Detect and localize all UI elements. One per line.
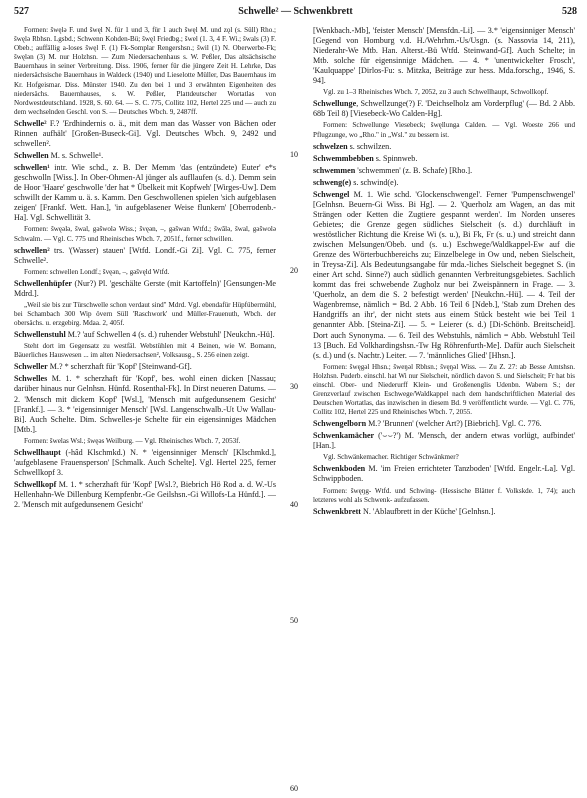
annotation-paragraph	[313, 121, 575, 139]
entry-headword: Schwenkamächer	[313, 431, 375, 441]
line-number-gutter	[278, 26, 310, 794]
dictionary-entry	[14, 374, 276, 434]
entry-text: M.? 'Brunnen' (welcher Art?) [Biebrich]. Vgl. C. 776.	[366, 419, 542, 429]
annotation-paragraph	[313, 453, 575, 462]
entry-text: N. 'Ablaufbrett in der Küche' [Gelnhsn.].	[360, 506, 496, 516]
entry-text: (Nur?) Pl. 'geschälte Gerste (mit Kartoffeln)' [Gensungen-Me Mdrd.].	[14, 278, 276, 298]
annotation-paragraph	[14, 342, 276, 360]
dictionary-entry	[14, 330, 276, 340]
entry-text: M.? 'auf Schwellen 4 (s. d.) ruhender Webstuhl' [Neukchn.-Hü].	[65, 330, 275, 340]
annotation-paragraph	[313, 88, 575, 97]
entry-text: Formen: šwęgəl Hhsn.; šweŋəl Rbhsn.; švęŋəl Wiss. — Zu Z. 27: ab Besse Amtshsn. Holzhsn. Puderb. einschl. hat Wi nur Sielscheit, nördlich davon S. und Sielscheit; Fr hat bis einschl. Ober- und Niederurff Klein- und Großenenglis Udenbn. Wabern S.; der Grenzverlauf zwischen Eschwege/Waldkappel nach dem handschriftlichen Material des Deutschen Wortatlas, das inzwischen in diesem Bd. 9 veröffentlicht wurde. — Vgl. C. 776, Collitz 102, Hertel 225 und Rheinisches Wbch. 7, 2055.	[313, 362, 575, 417]
annotation-paragraph	[14, 225, 276, 243]
dictionary-entry	[313, 431, 575, 451]
entry-headword: Schwengelborn	[313, 419, 367, 429]
dictionary-entry	[313, 464, 575, 484]
dictionary-entry	[14, 151, 276, 161]
margin-line-number: 40	[290, 500, 298, 509]
margin-line-number: 50	[290, 616, 298, 625]
entry-text: M. 1. * scherzhaft für 'Kopf', bes. wohl einen dicken [Nassau; darüber hinaus nur Gelnhsn. Hünfd. Rosenthal-Fk]. In Dirst neueren Datums. — 2. 'Mensch mit dickem Kopf' [Wsl.], 'Mensch mit aufgedunsenem Gesicht' [Frankf.]. — 3. * 'eigensinniger Mensch' [Wsl. Langenschwalb.-Ut Uw Wallau-Bi]. Auch Schelte. Dim. Schwelles-je Schelte für ein eigensinniges Mädchen [Mtb.].	[14, 374, 276, 434]
entry-headword: Schweller	[14, 362, 48, 372]
entry-text: s. Spinnweb.	[373, 153, 418, 163]
dictionary-entry	[313, 178, 575, 188]
entry-text: M. s. Schwelle¹.	[48, 151, 104, 161]
entry-headword: Schwemmbebben	[313, 153, 374, 163]
entry-text: M.? * scherzhaft für 'Kopf' [Steinwand-Gf].	[47, 362, 192, 372]
entry-headword: Schwenkboden	[313, 464, 366, 474]
dictionary-entry	[313, 507, 575, 517]
dictionary-entry	[313, 154, 575, 164]
entry-text: Formen: schwellen Londf.; švęən, –, gəšvęld Wtfd.	[24, 267, 170, 276]
running-title: Schwelle² — Schwenkbrett	[238, 6, 353, 17]
entry-text: s. schwilzen.	[347, 141, 392, 151]
entry-headword: Schwellunge	[313, 99, 357, 109]
dictionary-entry	[313, 190, 575, 361]
entry-headword: Schwellenhüpfer	[14, 278, 73, 288]
entry-text: Steht dort im Gegensatz zu westfäl. Webstühlen mit 4 Beinen, wie W. Bomann, Bäuerliches Hauswesen ... im alten Niedersachsen², Volksausg., S. 256 einen zeigt.	[14, 342, 276, 360]
entry-text: trs. '(Wasser) stauen' [Wtfd. Londf.-Gi Zi]. Vgl. C. 775, ferner Schwelle².	[14, 245, 276, 265]
entry-text: Vgl. zu 1–3 Rheinisches Wbch. 7, 2052, zu 3 auch Schwellhaupt, Schwollkopf.	[323, 88, 549, 97]
entry-text: s. schwind(e).	[351, 177, 399, 187]
dictionary-entry	[313, 419, 575, 429]
entry-text: intr. Wie schd., z. B. Der Memm 'das (entzündete) Euter' e*s geschwolln [Wiss.]. In Ober-Ohmen-Al jünger als aufllaufen (s. d.). Demm sein de Hoor 'Haare' geschwolle 'der hat * Übelkeit mit Kopfweh' [Wirges-Uw]. Dem schwillt der Kamm u. ä. s. Kamm. Den Geschwollenen spielen 'sich aufgeblasen zeigen' [Frankf. Wett. Han.], 'in aufgeblasener Weise flunkern' [Oberrodenb.-Ha]. Vgl. Schwellität 3.	[14, 163, 276, 223]
entry-text: Formen: šwęlə F. und šwęl N. für 1 und 3, für 1 auch šwęl M. und zǫl (s. Süll) Rho.; šwęlə Rbhsn. Lgsbd.; Schwenn Kohden-Bü; šwęl Friedbg.; šwel (1. 3, 4 F. Wi.; šwals (3) F. Obeb.; auffällig a-loses šwęl F. (1) Fk-Somplar Rengershsn.; šwil (1) N. Oberwerbe-Fk; šwęlən (3) M. nur Holzhsn. — Zum Niedersachenhaus s. W. Peßler, Das altsächsische Bauernhaus in seiner Verbreitung. Diss. 1906, ferner für die jüngere Zeit H. Lehrke, Das niedersächsische Bauernhaus in Waldeck (1940) und Lieselotte Müller, Das Bauernhaus im Kr. Hofgeismar. Diss. Münster 1940. Zu den bei 1 und 3 erwähnten Eigenheiten des niedersächs. Bauernhauses, s. W. Peßler, Plattdeutscher Wortatlas von Nordwestdeutschland. 1928, S. 60. 64. — S. C. 775, Collitz 102, Hertel 225 und — auch zu dem wechselnden Geschl. von S. — Deutsches Wbch. 9, 2487ff.	[14, 26, 276, 116]
entry-text: ('⌣⌣?') M. 'Mensch, der andern etwas vorlügt, aufbindet' [Han.].	[313, 431, 575, 451]
entry-headword: schwellen²	[14, 245, 50, 255]
annotation-paragraph	[313, 487, 575, 505]
entry-text: M. 1. * scherzhaft für 'Kopf' [Wsl.?, Biebrich Hö Rod a. d. W.-Us Hellenhahn-We Dillenburg Kempfenbr.-Ge Geilshsn.-Gi Willofs-La Hünfd.]. — 2. 'Mensch mit aufgedunsenem Gesicht'	[14, 479, 276, 510]
entry-text: (-hâd Klschmkd.) N. * 'eigensinniger Mensch' [Klschmkd.], 'aufgeblasene Frauensperson' [Schmalk. Auch Schelte]. Vgl. Hertel 225, ferner Schwellkopf 3.	[14, 447, 276, 477]
entry-headword: Schwellhaupt	[14, 447, 61, 457]
entry-headword: Schwenkbrett	[313, 506, 361, 516]
entry-text: Formen: Schwellunge Viesebeck; šwęllunga Calden. — Vgl. Woeste 266 und Pflugzunge, wo „Rho." in „Wsl." zu bessern ist.	[313, 121, 575, 139]
dictionary-entry	[14, 119, 276, 149]
dictionary-entry	[14, 279, 276, 299]
dictionary-entry	[14, 163, 276, 223]
page-number-left: 527	[14, 6, 29, 17]
entry-text: Formen: šwęələ, šwal, gəšwolə Wiss.; švęən, –, gəšwan Wtfd.; šwālə, šwal, gəšwolə Schwalm. — Vgl. C. 775 und Rheinisches Wbch. 7, 2051f., ferner schwillen.	[14, 225, 276, 243]
entry-headword: Schwellen	[14, 151, 49, 161]
entry-headword: Schwelles	[14, 374, 48, 384]
entry-headword: schwemmen	[313, 165, 356, 175]
entry-headword: Schwellenstuhl	[14, 330, 66, 340]
entry-headword: Schwellkopf	[14, 479, 57, 489]
entry-text: F.? 'Erdhindernis o. ä., mit dem man das Wasser von Bächen oder Rinnen aufhält' [Großen-Buseck-Gi]. Vgl. Deutsches Wbch. 9, 2492 und schwellen².	[14, 118, 276, 149]
annotation-paragraph	[14, 437, 276, 446]
dictionary-entry	[14, 480, 276, 510]
left-column	[14, 26, 276, 794]
entry-headword: schweng(e)	[313, 177, 352, 187]
annotation-paragraph	[14, 26, 276, 117]
dictionary-entry	[14, 246, 276, 266]
entry-text: , Schwellzunge(?) F. 'Deichselholz am Vorderpflug' (— Bd. 2 Abb. 68b Teil 8) [Viesebeck-Wo Calden-Hg].	[313, 99, 575, 119]
entry-headword: Schwengel	[313, 189, 350, 199]
entry-headword: schwelzen	[313, 141, 348, 151]
dictionary-entry	[313, 99, 575, 119]
dictionary-entry	[14, 362, 276, 372]
right-column	[313, 26, 575, 794]
entry-text: Vgl. Schwänkemacher. Richtiger Schwänkmer?	[323, 453, 459, 462]
dictionary-entry	[313, 166, 575, 176]
entry-text: 'schwemmen' (z. B. Schafe) [Rho.].	[355, 165, 473, 175]
entry-text: „Weil sie bis zur Türschwelle schon verdaut sind" Mdrd. Vgl. ebendafür Hüpfübermühl, bei Schambach 300 Wip övern Süll 'Raschwork' und Müller-Frauenuth, Wbch. der obersächs. u. erzgebirg. Mdaa. 2, 405f.	[14, 300, 276, 328]
annotation-paragraph	[14, 301, 276, 328]
entry-headword: schwellen¹	[14, 163, 50, 173]
margin-line-number: 10	[290, 150, 298, 159]
dictionary-entry	[313, 142, 575, 152]
entry-text: M. 1. Wie schd. 'Glockenschwengel'. Ferner 'Pumpenschwengel' [Gelnhsn. Beuern-Gi Wiss. Bi Hg]. — 2. 'Querholz am Wagen, an das mit Strängen oder Ketten die Zugtiere gespannt werden'. Im Norden unseres Gebietes; die Grenze gegen südliches Sielscheit (s. d.) durchläuft in westöstlicher Richtung die Kreise Wi (s. u.), Bi Fk, Fr (s. u.) und streicht dann zwischen Melsungen/Obeb. und (s. u.) Eschwege/Waldkappel-Ew auf die Grenze des Wörterbuchbereichs zu; Einzelbelege in Ow und, neben Sielscheit, in Treysa-Zi]. Als Bedeutungsangabe für mda.-liches Sielscheit begegnet S. (in einer Art schd. Sinne?) auch südlich genannten Verbreitungsgebietes. Sachlich kommt das frei schwebende Zugholz nur bei Zweispännern in Frage. — 3. 'Querholz, an dem die S. 2 befestigt werden' [Neukchn.-Hü]. — 4. Teil der Wagenbremse, nämlich = Bd. 2 Abb. 16 Teil 6 [Ndeb.], 'Stab zum Drehen des Handgriffs an ihr', der nicht stets aus einem Stück besteht wie bei Teil 1 genannter Abb. [Steina-Zi]. — 5. = Leierer (s. d.) [Di-Schönb. Breitscheid]. Dort auch Synonyma. — 6. Teil des Webstuhls, nämlich = Abb. Webstuhl Teil 13 [Buch. Ed Volkhardingshsn.-Tw Hg Röhrenfurth-Me]. Dafür auch Sielscheit (s. d.) und (s. Nachtr.) Leiter. — 7. 'männliches Glied' [Hhsn.].	[313, 189, 575, 360]
annotation-paragraph	[14, 268, 276, 277]
entry-text: [Wenkbach.-Mb], 'feister Mensch' [Mensfdn.-Li]. — 3.* 'eigensinniger Mensch' [Gegend von Homburg v.d. H./Wehrhm.-Us/Usgn. (s. Nassovia 14, 211), Niederahr-We Mtb. Han. Alterst.-Bü Wtfd. Steinwand-Gf]. Auch Schelte; in Mtb. solche für eigensinnige Mädchen. — 4. * 'unentwickelter Frosch', 'Kaulquappe' [Dirlos-Fu: s. Mitzka, Beiträge zur hess. Mda.forschg., 1946, S. 94].	[313, 26, 575, 86]
entry-text: Formen: šwęŋg- Wtfd. und Schwing- (Hessische Blätter f. Volkskde. 1, 74); auch letzteres wohl als Schwenk- aufzufassen.	[313, 486, 575, 504]
margin-line-number: 30	[290, 382, 298, 391]
page-number-right: 528	[562, 6, 577, 17]
entry-headword: Schwelle²	[14, 118, 47, 128]
entry-text: M. 'im Freien errichteter Tanzboden' [Wtfd. Engelr.-La]. Vgl. Schwippboden.	[313, 464, 575, 484]
dictionary-entry	[14, 448, 276, 478]
dictionary-entry	[313, 26, 575, 86]
entry-text: Formen: šwelas Wsl.; šwęəs Weilburg. — Vgl. Rheinisches Wbch. 7, 2053f.	[24, 436, 241, 445]
margin-line-number: 60	[290, 784, 298, 793]
annotation-paragraph	[313, 363, 575, 418]
margin-line-number: 20	[290, 266, 298, 275]
page-header	[14, 6, 577, 22]
